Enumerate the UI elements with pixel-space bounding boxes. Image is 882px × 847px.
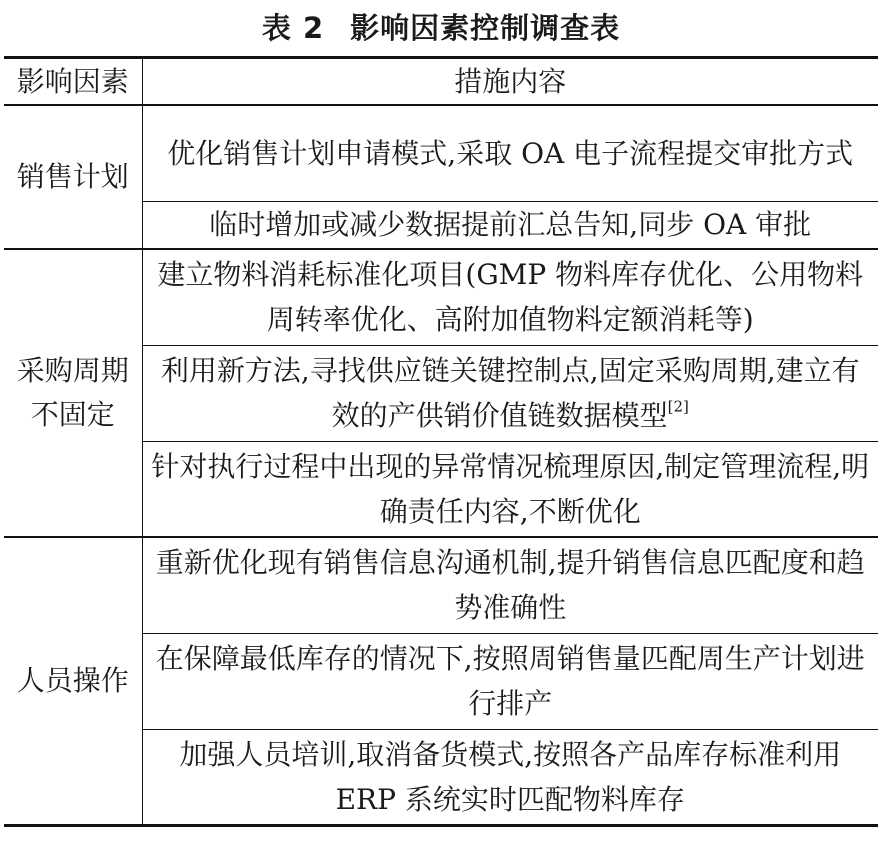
measure-cell: 临时增加或减少数据提前汇总告知,同步 OA 审批 bbox=[142, 201, 878, 249]
table-title: 影响因素控制调查表 bbox=[350, 11, 621, 45]
factor-label: 销售计划 bbox=[16, 160, 129, 193]
table-row bbox=[4, 105, 878, 201]
factor-cell bbox=[4, 105, 142, 249]
factor-cell bbox=[4, 249, 142, 537]
measure-cell: 建立物料消耗标准化项目(GMP 物料库存优化、公用物料周转率优化、高附加值物料定额消耗等) bbox=[142, 249, 878, 345]
measure-text: 利用新方法,寻找供应链关键控制点,固定采购周期,建立有效的产供销价值链数据模型 bbox=[160, 354, 860, 432]
header-measure: 措施内容 bbox=[142, 58, 878, 106]
header-row bbox=[4, 58, 878, 106]
citation-mark: [2] bbox=[667, 397, 689, 416]
table-row bbox=[4, 249, 878, 345]
table-caption bbox=[0, 8, 882, 48]
factor-label: 人员操作 bbox=[16, 663, 129, 697]
measure-cell: 在保障最低库存的情况下,按照周销售量匹配周生产计划进行排产 bbox=[142, 633, 878, 729]
factor-label: 采购周期不固定 bbox=[16, 354, 129, 431]
measure-cell bbox=[142, 345, 878, 441]
measure-cell: 加强人员培训,取消备货模式,按照各产品库存标准利用 ERP 系统实时匹配物料库存 bbox=[142, 729, 878, 825]
header-factor: 影响因素 bbox=[4, 58, 142, 106]
measure-cell: 优化销售计划申请模式,采取 OA 电子流程提交审批方式 bbox=[142, 105, 878, 201]
measure-cell: 重新优化现有销售信息沟通机制,提升销售信息匹配度和趋势准确性 bbox=[142, 537, 878, 633]
measure-cell: 针对执行过程中出现的异常情况梳理原因,制定管理流程,明确责任内容,不断优化 bbox=[142, 441, 878, 537]
table-row bbox=[4, 537, 878, 633]
table-number: 表 2 bbox=[261, 11, 325, 45]
factor-cell bbox=[4, 537, 142, 825]
factor-control-survey-table bbox=[4, 56, 878, 827]
